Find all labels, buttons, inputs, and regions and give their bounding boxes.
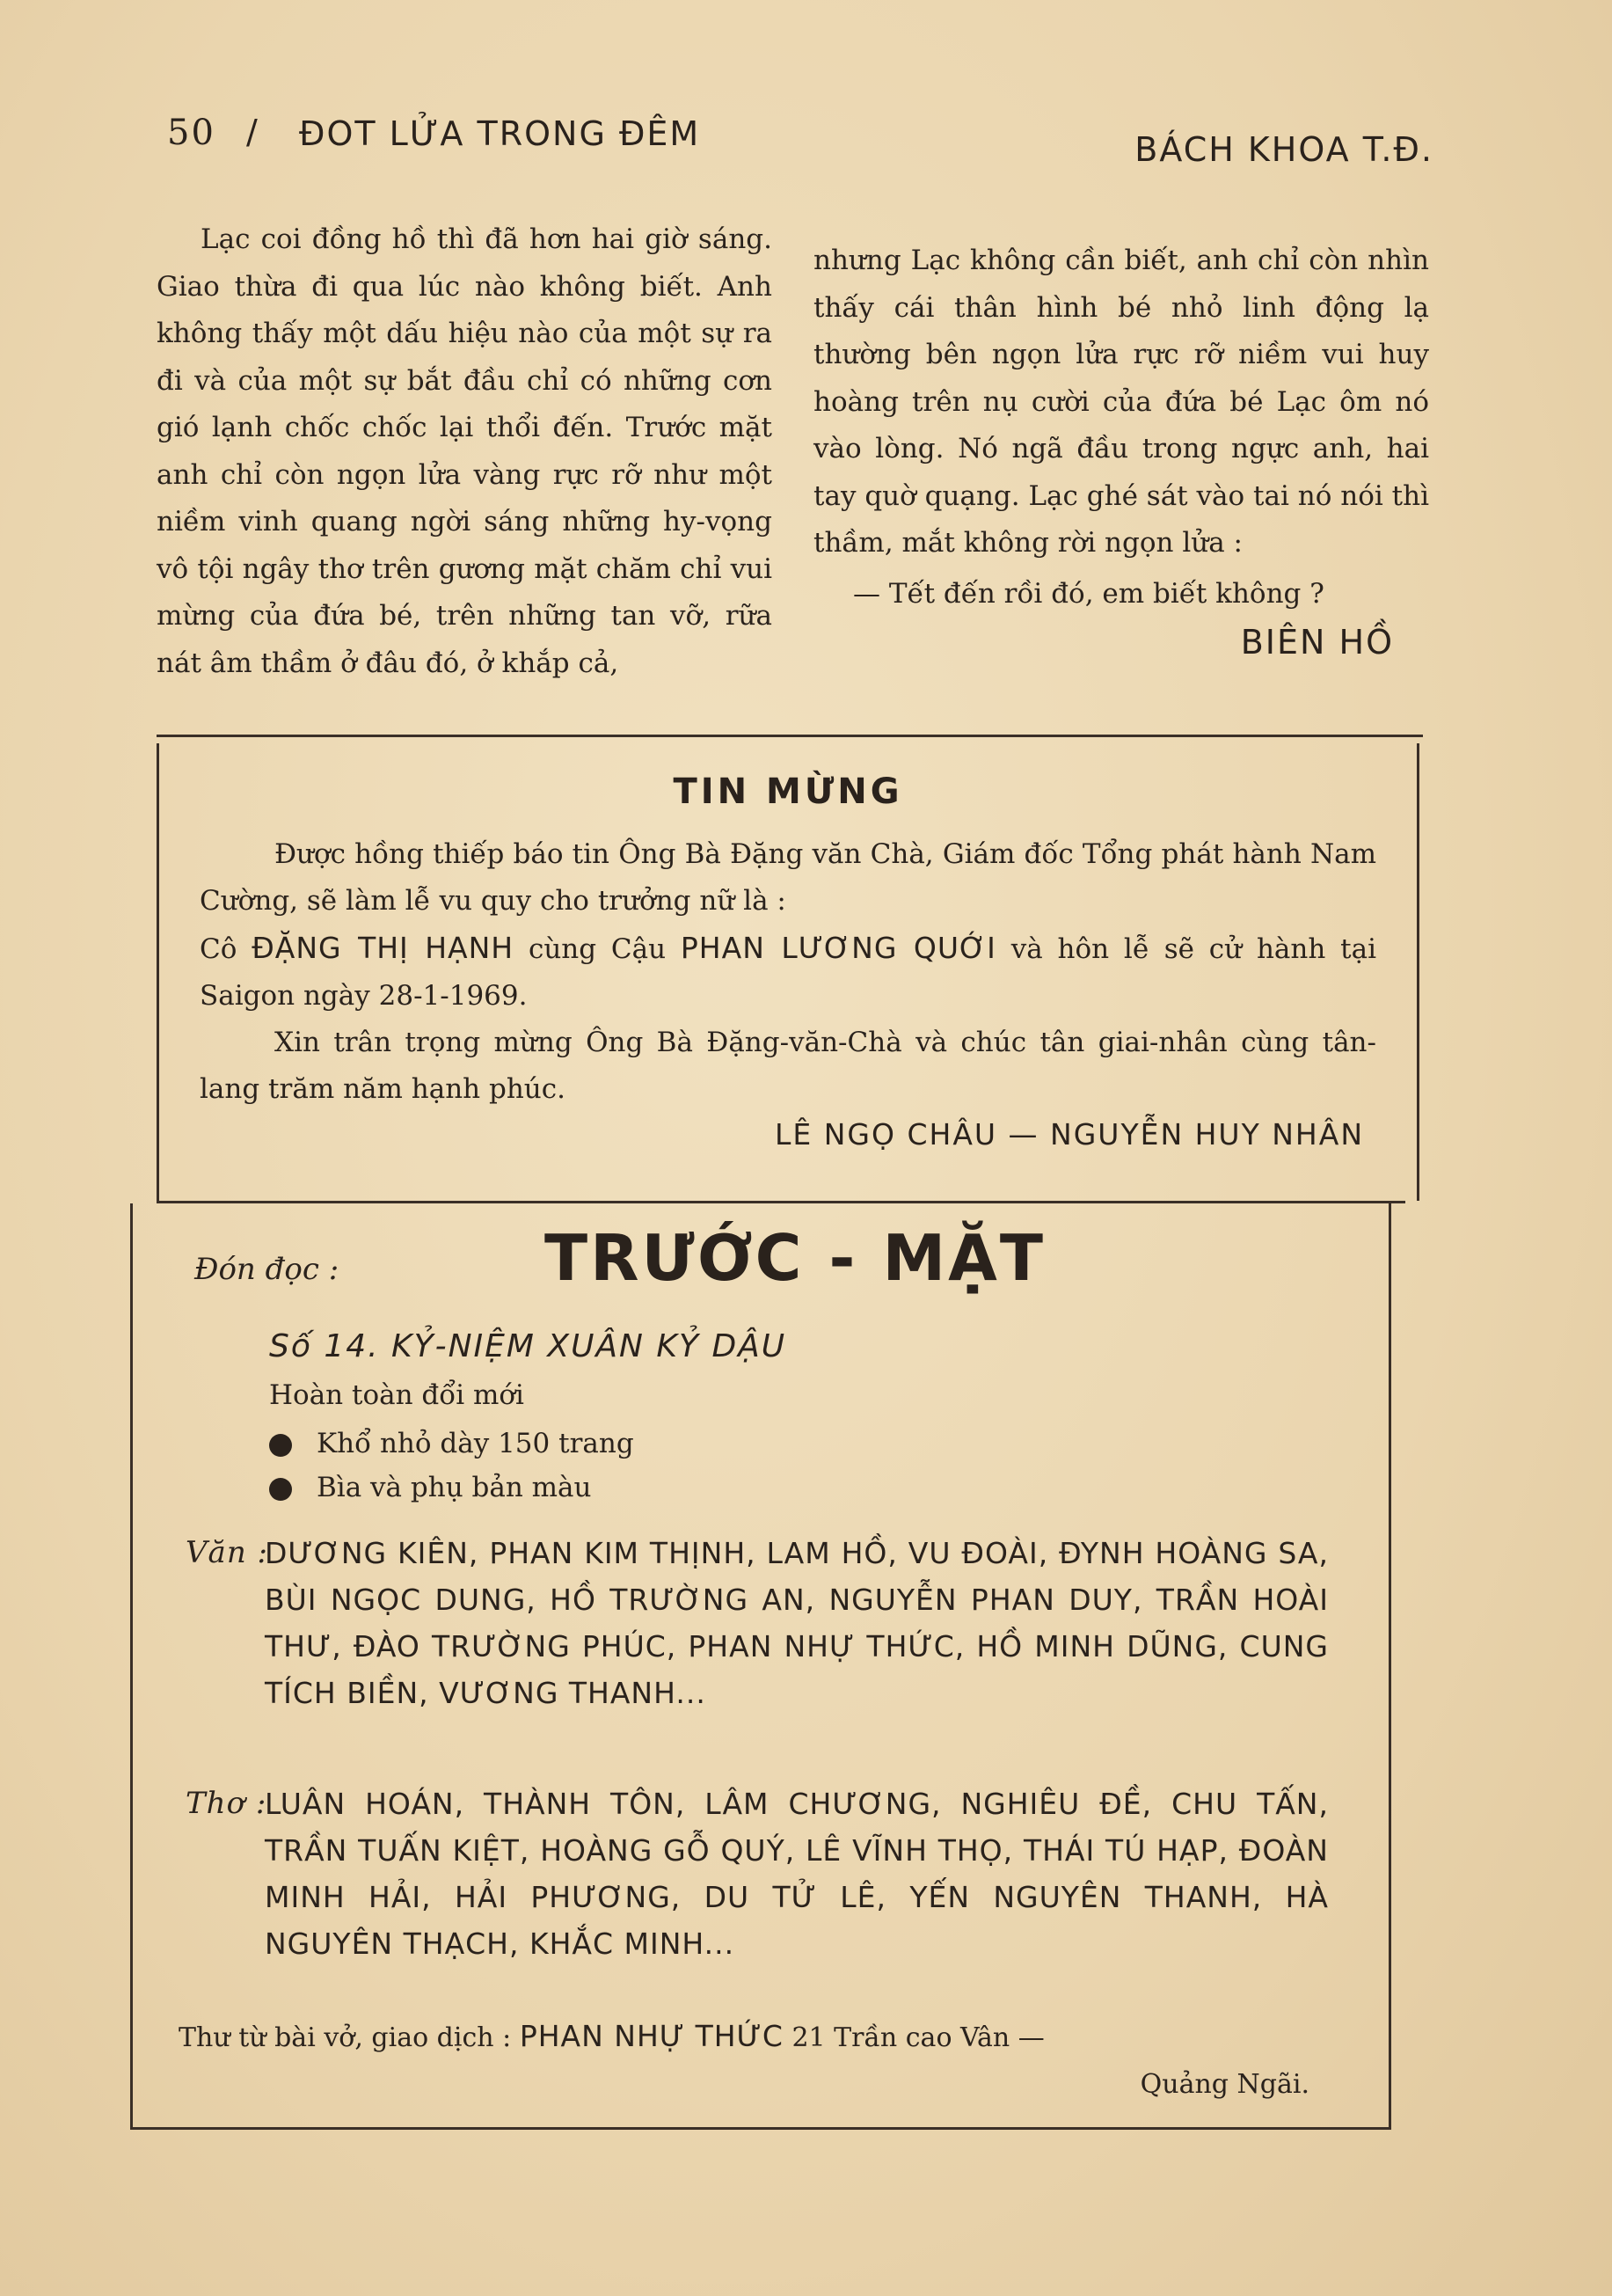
contact-line	[179, 2013, 1309, 2061]
story-dialogue: — Tết đến rồi đó, em biết không ?	[853, 577, 1324, 610]
feature-bullet	[269, 1472, 592, 1503]
contact-address: 21 Trần cao Vân —	[791, 2022, 1045, 2053]
advert-lead: Đón đọc :	[194, 1252, 339, 1287]
bullet-dot-icon	[269, 1478, 292, 1501]
announcement-line-2	[200, 925, 1376, 1020]
feature-text: Khổ nhỏ dày 150 trang	[317, 1428, 634, 1459]
ceremony-details: và hôn lễ sẽ cử hành tại Saigon ngày 28-1-1969.	[200, 933, 1376, 1012]
prose-author-list: DƯƠNG KIÊN, PHAN KIM THỊNH, LAM HỒ, VU ĐOÀI, ĐYNH HOÀNG SA, BÙI NGỌC DUNG, HỒ TRƯỜNG AN, NGUYỄN PHAN DUY, TRẦN HOÀI THƯ, ĐÀO TRƯỜNG PHÚC, PHAN NHỰ THỨC, HỒ MINH DŨNG, CUNG TÍCH BIỀN, VƯƠNG THANH...	[265, 1536, 1329, 1710]
groom-prefix: cùng Cậu	[528, 933, 667, 965]
contact-name: PHAN NHỰ THỨC	[519, 2019, 784, 2053]
feature-text: Bìa và phụ bản màu	[317, 1472, 592, 1503]
announcement-line-3: Xin trân trọng mừng Ông Bà Đặng-văn-Chà và chúc tân giai-nhân cùng tân-lang trăm năm hạnh phúc.	[200, 1027, 1376, 1105]
wedding-announcement-box	[157, 743, 1419, 1201]
story-paragraph-left: Lạc coi đồng hồ thì đã hơn hai giờ sáng. Giao thừa đi qua lúc nào không biết. Anh không thấy một dấu hiệu nào của một sự ra đi và của một sự bắt đầu chỉ có những cơn gió lạnh chốc chốc lại thổi đến. Trước mặt anh chỉ còn ngọn lửa vàng rực rỡ như một niềm vinh quang ngời sáng những hy-vọng vô tội ngây thơ trên gương mặt chăm chỉ vui mừng của đứa bé, trên những tan vỡ, rữa nát âm thầm ở đâu đó, ở khắp cả,	[157, 223, 772, 679]
prose-contributors	[186, 1529, 1329, 1716]
story-author: BIÊN HỒ	[1240, 623, 1394, 662]
announcement-heading: TIN MỪNG	[673, 771, 903, 812]
bride-prefix: Cô	[200, 933, 237, 965]
groom-name: PHAN LƯƠNG QUỚI	[680, 931, 996, 965]
story-paragraph-right: nhưng Lạc không cần biết, anh chỉ còn nhìn thấy cái thân hình bé nhỏ linh động lạ thường bên ngọn lửa rực rỡ niềm vui huy hoàng trên nụ cười của đứa bé Lạc ôm nó vào lòng. Nó ngã đầu trong ngực anh, hai tay quờ quạng. Lạc ghé sát vào tai nó nói thì thầm, mắt không rời ngọn lửa :	[813, 245, 1429, 559]
divider-top	[157, 735, 1423, 737]
header-separator: /	[246, 113, 259, 151]
contact-city: Quảng Ngãi.	[1140, 2069, 1309, 2100]
announcement-text	[200, 831, 1376, 1113]
contact-info	[179, 2013, 1309, 2108]
contact-label: Thư từ bài vở, giao dịch :	[179, 2022, 512, 2053]
poetry-author-list: LUÂN HOÁN, THÀNH TÔN, LÂM CHƯƠNG, NGHIÊU ĐỀ, CHU TẤN, TRẦN TUẤN KIỆT, HOÀNG GỖ QUÝ, LÊ VĨNH THỌ, THÁI TÚ HẠP, ĐOÀN MINH HẢI, HẢI PHƯƠNG, DU TỬ LÊ, YẾN NGUYÊN THANH, HÀ NGUYÊN THẠCH, KHẮC MINH...	[265, 1787, 1329, 1961]
page-header	[167, 113, 1433, 169]
announcement-line-1: Được hồng thiếp báo tin Ông Bà Đặng văn Chà, Giám đốc Tổng phát hành Nam Cường, sẽ làm lễ vu quy cho trưởng nữ là :	[200, 838, 1376, 917]
bride-name: ĐẶNG THỊ HẠNH	[252, 931, 514, 965]
page-number: 50	[167, 113, 215, 153]
poetry-label: Thơ :	[186, 1786, 267, 1821]
story-right-column	[813, 238, 1429, 667]
running-title: ĐOT LỬA TRONG ĐÊM	[299, 114, 701, 153]
announcement-signature: LÊ NGỌ CHÂU — NGUYỄN HUY NHÂN	[775, 1117, 1364, 1152]
magazine-title: TRƯỚC - MẶT	[544, 1221, 1046, 1295]
issue-title: Số 14. KỶ-NIỆM XUÂN KỶ DẬU	[269, 1328, 787, 1364]
bullet-dot-icon	[269, 1434, 292, 1457]
prose-label: Văn :	[186, 1535, 268, 1570]
feature-bullet	[269, 1428, 634, 1459]
magazine-advert-box	[130, 1203, 1391, 2130]
publication-name: BÁCH KHOA T.Đ.	[1134, 130, 1433, 169]
renewal-note: Hoàn toàn đổi mới	[269, 1379, 524, 1411]
story-left-column	[157, 216, 772, 687]
poetry-contributors	[186, 1780, 1329, 1967]
